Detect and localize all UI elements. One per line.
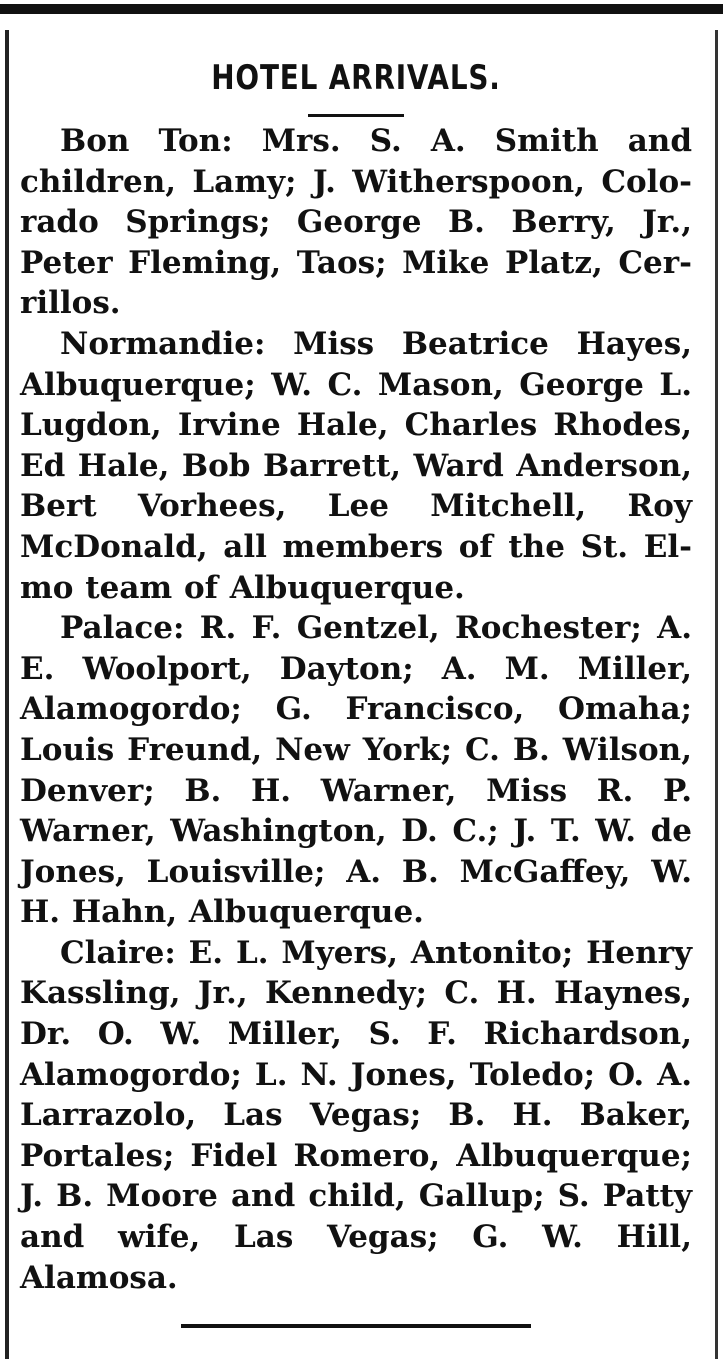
entry-palace: Palace: R. F. Gentzel, Rochester; A. E. Woolport, Dayton; A. M. Miller, Alamogordo; G. Francisco, Omaha; Louis Freund, New York; C. B. Wilson, Denver; B. H. Warner, Miss R. P. Warner, Washington, D. C.; J. T. W. de Jones, Louisville; A. B. McGaffey, W. H. Hahn, Albuquerque. — [20, 610, 692, 931]
headline-rule — [308, 114, 404, 117]
entry-normandie: Normandie: Miss Beatrice Hayes, Albuquerque; W. C. Mason, George L. Lugdon, Irvine Hale, Charles Rhodes, Ed Hale, Bob Barrett, Ward Anderson, Bert Vorhees, Lee Mitchell, Roy McDonald, all members of the St. Elmo team of Albuquerque. — [20, 325, 692, 606]
entry-bon-ton: Bon Ton: Mrs. S. A. Smith and children, Lamy; J. Witherspoon, Colorado Springs; George B. Berry, Jr., Peter Fleming, Taos; Mike Platz, Cerrillos. — [20, 123, 692, 322]
left-column-rule — [5, 30, 9, 1359]
news-column — [20, 52, 692, 1328]
right-column-rule — [715, 30, 718, 1359]
top-column-rule — [0, 4, 723, 14]
entry-claire: Claire: E. L. Myers, Antonito; Henry Kassling, Jr., Kennedy; C. H. Haynes, Dr. O. W. Miller, S. F. Richardson, Alamogordo; L. N. Jones, Toledo; O. A. Larrazolo, Las Vegas; B. H. Baker, Portales; Fidel Romero, Albuquerque; J. B. Moore and child, Gallup; S. Patty and wife, Las Vegas; G. W. Hill, Alamosa. — [20, 934, 692, 1296]
headline: HOTEL ARRIVALS. — [211, 58, 501, 98]
end-rule — [181, 1324, 531, 1328]
